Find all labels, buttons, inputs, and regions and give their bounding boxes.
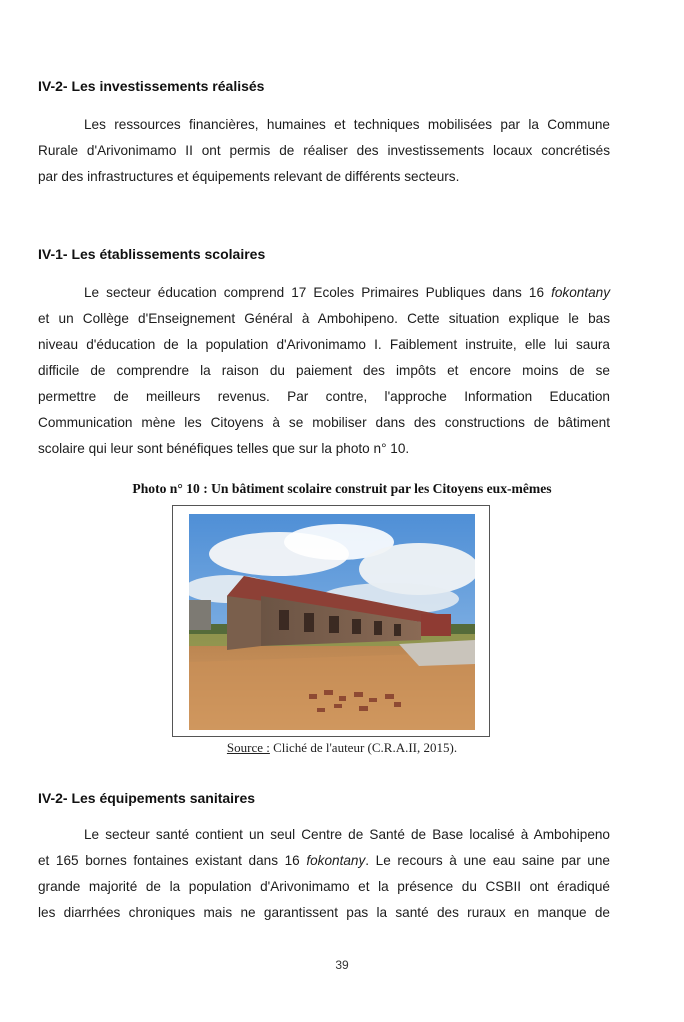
source-text: Cliché de l'auteur (C.R.A.II, 2015). bbox=[269, 740, 458, 755]
text-line: scolaire qui leur sont bénéfiques telles que sur la photo n° 10. bbox=[38, 441, 410, 456]
text-line bbox=[38, 280, 610, 306]
text-line: difficile de comprendre la raison du paiement des impôts et encore moins de se bbox=[38, 363, 610, 378]
text-line: les diarrhées chroniques mais ne garantissent pas la santé des ruraux en manque de bbox=[38, 905, 610, 920]
photo-caption: Photo n° 10 : Un bâtiment scolaire construit par les Citoyens eux-mêmes bbox=[132, 481, 552, 496]
text-line: Le secteur santé contient un seul Centre de Santé de Base localisé à Ambohipeno bbox=[84, 827, 610, 842]
text-line: permettre de meilleurs revenus. Par contre, l'approche Information Education bbox=[38, 389, 610, 404]
text-line: niveau d'éducation de la population d'Arivonimamo I. Faiblement instruite, elle lui saura bbox=[38, 337, 610, 352]
photo-frame bbox=[172, 505, 490, 737]
text-fragment: Le secteur éducation comprend 17 Ecoles Primaires Publiques dans 16 bbox=[84, 285, 545, 300]
text-fragment: . Le recours à une eau saine par une bbox=[365, 853, 610, 868]
section-heading-etablissements-scolaires: IV-1- Les établissements scolaires bbox=[38, 246, 266, 262]
paragraph-investissements bbox=[38, 112, 610, 190]
photo-source bbox=[0, 740, 684, 756]
page-number: 39 bbox=[335, 958, 349, 972]
school-building-photo bbox=[189, 514, 475, 730]
section-heading-investissements: IV-2- Les investissements réalisés bbox=[38, 78, 265, 94]
paragraph-etablissements-scolaires bbox=[38, 280, 610, 462]
section-heading-equipements-sanitaires: IV-2- Les équipements sanitaires bbox=[38, 790, 256, 806]
emphasis-fokontany: fokontany bbox=[551, 285, 611, 300]
paragraph-equipements-sanitaires bbox=[38, 822, 610, 926]
text-line: par des infrastructures et équipements relevant de différents secteurs. bbox=[38, 169, 460, 184]
emphasis-fokontany: fokontany bbox=[306, 853, 366, 868]
text-line: Les ressources financières, humaines et techniques mobilisées par la Commune bbox=[84, 117, 610, 132]
text-fragment: et 165 bornes fontaines existant dans 16 bbox=[38, 853, 300, 868]
source-label: Source : bbox=[226, 740, 270, 755]
text-line: Rurale d'Arivonimamo II ont permis de réaliser des investissements locaux concrétisés bbox=[38, 143, 610, 158]
text-line bbox=[38, 848, 610, 874]
text-line: et un Collège d'Enseignement Général à Ambohipeno. Cette situation explique le bas bbox=[38, 311, 610, 326]
text-line: Communication mène les Citoyens à se mobiliser dans des constructions de bâtiment bbox=[38, 415, 610, 430]
text-line: grande majorité de la population d'Arivonimamo et la présence du CSBII ont éradiqué bbox=[38, 879, 610, 894]
